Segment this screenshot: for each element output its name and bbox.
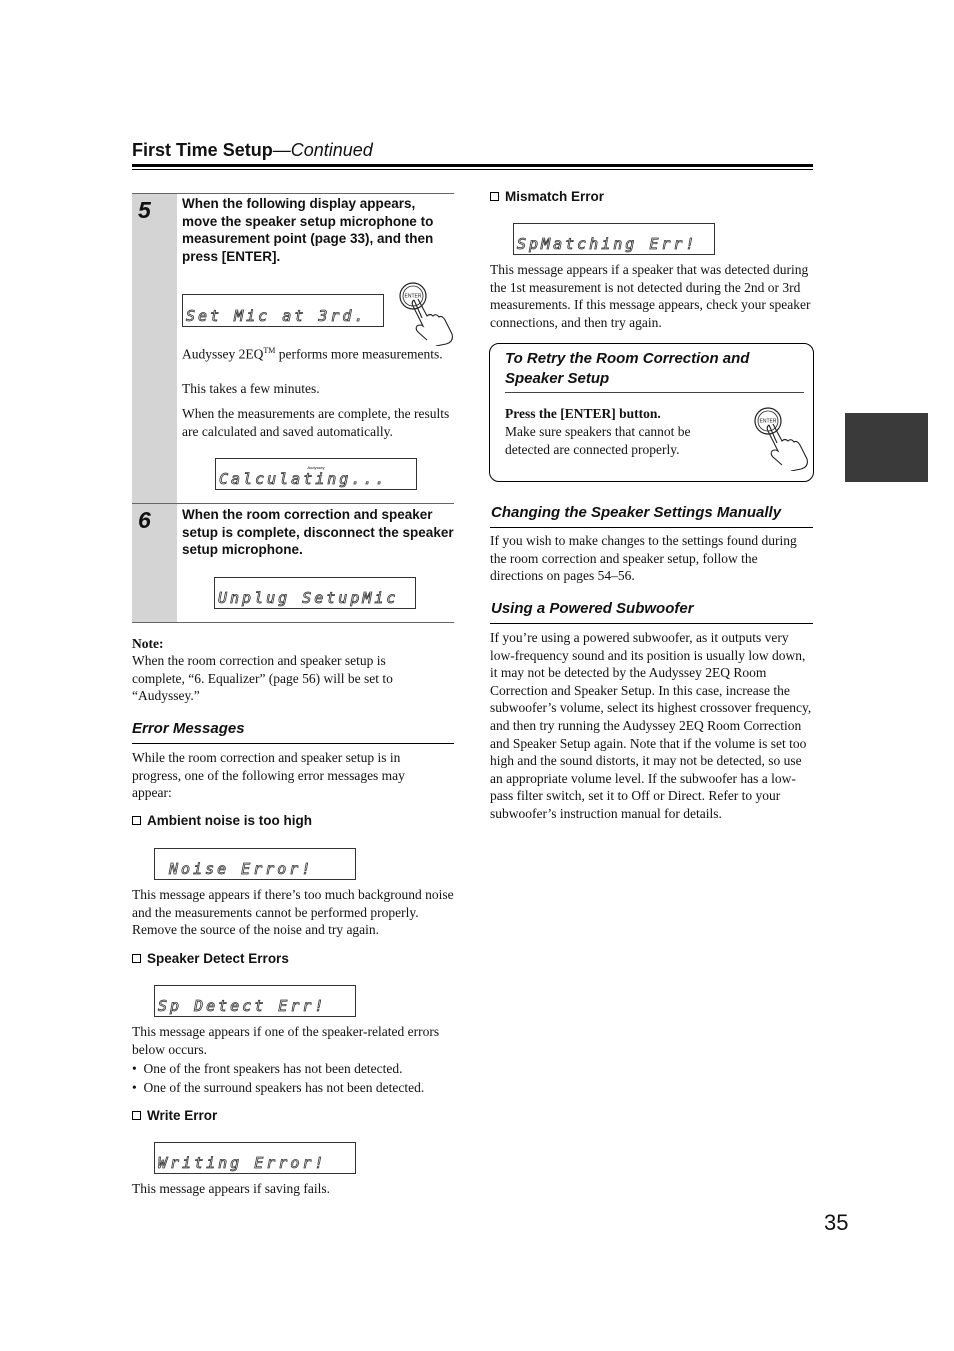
checkbox-icon [490,192,499,201]
speaker-detect-text: This message appears if one of the speaker-related errors below occurs. [132,1024,440,1057]
lcd-unplug-text: Unplug SetupMic [218,589,399,607]
header-rule [132,164,813,167]
enter-icon-label: ENTER [759,418,777,425]
bullet-text: One of the surround speakers has not been detected. [143,1080,425,1095]
lcd-calculating-text: Calculating... [219,470,388,488]
manual-title: Changing the Speaker Settings Manually [491,504,782,521]
checkbox-icon [132,816,141,825]
error-messages-intro: While the room correction and speaker setup is in progress, one of the following error messages may appear: [132,750,405,801]
write-error-heading-text: Write Error [147,1108,218,1123]
subwoofer-title: Using a Powered Subwoofer [491,600,694,617]
lcd-unplug [214,577,416,609]
subwoofer-rule [490,623,813,624]
section-side-tab [845,413,928,482]
lcd-sp-detect [154,985,356,1017]
step-bottom-rule [132,622,454,623]
step-5-heading: When the following display appears, move the speaker setup microphone to measurement point (page 33), and then press [ENTER]. [182,196,434,264]
step-5-para-3: When the measurements are complete, the results are calculated and saved automatically. [182,406,450,439]
header-continued: —Continued [272,140,373,160]
lcd-mismatch-text: SpMatching Err! [517,235,698,253]
bullet-text: One of the front speakers has not been detected. [143,1061,403,1076]
error-messages-rule [132,743,454,744]
speaker-detect-bullet-1: • One of the front speakers has not been detected. [132,1061,403,1076]
step-5-number: 5 [138,197,151,223]
page-number: 35 [824,1210,849,1235]
lcd-writing-error-text: Writing Error! [158,1154,327,1172]
ambient-heading [132,813,312,828]
step-top-rule [132,193,454,194]
ambient-text: This message appears if there’s too much background noise and the measurements cannot be performed properly. Remove the source of the noise and try again. [132,887,454,938]
mismatch-heading-text: Mismatch Error [505,189,605,204]
speaker-detect-bullet-2: • One of the surround speakers has not been detected. [132,1080,425,1095]
lcd-noise-error-text: Noise Error! [169,860,314,878]
step-5-para-2: This takes a few minutes. [182,381,320,396]
step-6-number-column [132,504,177,622]
step-5-para-1 [182,342,452,363]
lcd-writing-error [154,1142,356,1174]
subwoofer-text: If you’re using a powered subwoofer, as it outputs very low-frequency sound and its position is usually low down, it may not be detected by the Audyssey 2EQ Room Correction and Speaker Setup. In this case, increase the subwoofer’s volume, select its highest crossover frequency, and then try running the Audyssey 2EQ Room Correction and Speaker Setup again. Note that if the volume is set too high and the sound distorts, it may not be detected, so use an appropriate volume level. If the subwoofer has a low-pass filter switch, set it to Off or Direct. Refer to your subwoofer’s instruction manual for details. [490,630,812,821]
checkbox-icon [132,954,141,963]
error-messages-title: Error Messages [132,720,245,737]
checkbox-icon [132,1111,141,1120]
lcd-mismatch [513,223,715,255]
retry-title: To Retry the Room Correction and Speaker Setup [505,350,750,387]
step-6-heading: When the room correction and speaker setup is complete, disconnect the speaker setup microphone. [182,507,454,557]
speaker-detect-heading-text: Speaker Detect Errors [147,951,289,966]
step-6-number: 6 [138,507,151,533]
retry-bold: Press the [ENTER] button. [505,406,661,421]
mismatch-heading [490,189,604,204]
lcd-set-mic-text: Set Mic at 3rd. [186,307,367,325]
note-text: When the room correction and speaker setup is complete, “6. Equalizer” (page 56) will be set to “Audyssey.” [132,653,393,704]
manual-text: If you wish to make changes to the settings found during the room correction and speaker setup, follow the directions on pages 54–56. [490,533,797,584]
retry-rule [505,392,804,393]
ambient-heading-text: Ambient noise is too high [147,813,312,828]
trademark: TM [263,346,276,355]
note-label: Note: [132,636,164,651]
lcd-noise-error [154,848,356,880]
page-header-title [132,140,373,161]
audyssey-text-rest: performs more measurements. [275,346,443,362]
write-error-text: This message appears if saving fails. [132,1181,330,1196]
lcd-sp-detect-text: Sp Detect Err! [158,997,327,1015]
lcd-set-mic [182,294,384,327]
step-divider [132,503,454,504]
audyssey-text: Audyssey 2EQ [182,346,264,362]
header-rule-thin [132,169,813,170]
lcd-calculating-small: Audyssey [307,465,325,470]
speaker-detect-heading [132,951,289,966]
header-title: First Time Setup [132,140,273,160]
manual-rule [490,527,813,528]
lcd-calculating [215,458,417,490]
enter-button-hand-icon [394,280,456,346]
enter-button-hand-icon [749,405,811,471]
enter-icon-label: ENTER [404,293,422,300]
step-5-number-column [132,194,177,503]
mismatch-text: This message appears if a speaker that was detected during the 1st measurement is not detected during the 2nd or 3rd measurements. If this message appears, check your speaker connections, and then try again. [490,262,811,330]
retry-text: Make sure speakers that cannot be detected are connected properly. [505,424,691,457]
write-error-heading [132,1108,217,1123]
